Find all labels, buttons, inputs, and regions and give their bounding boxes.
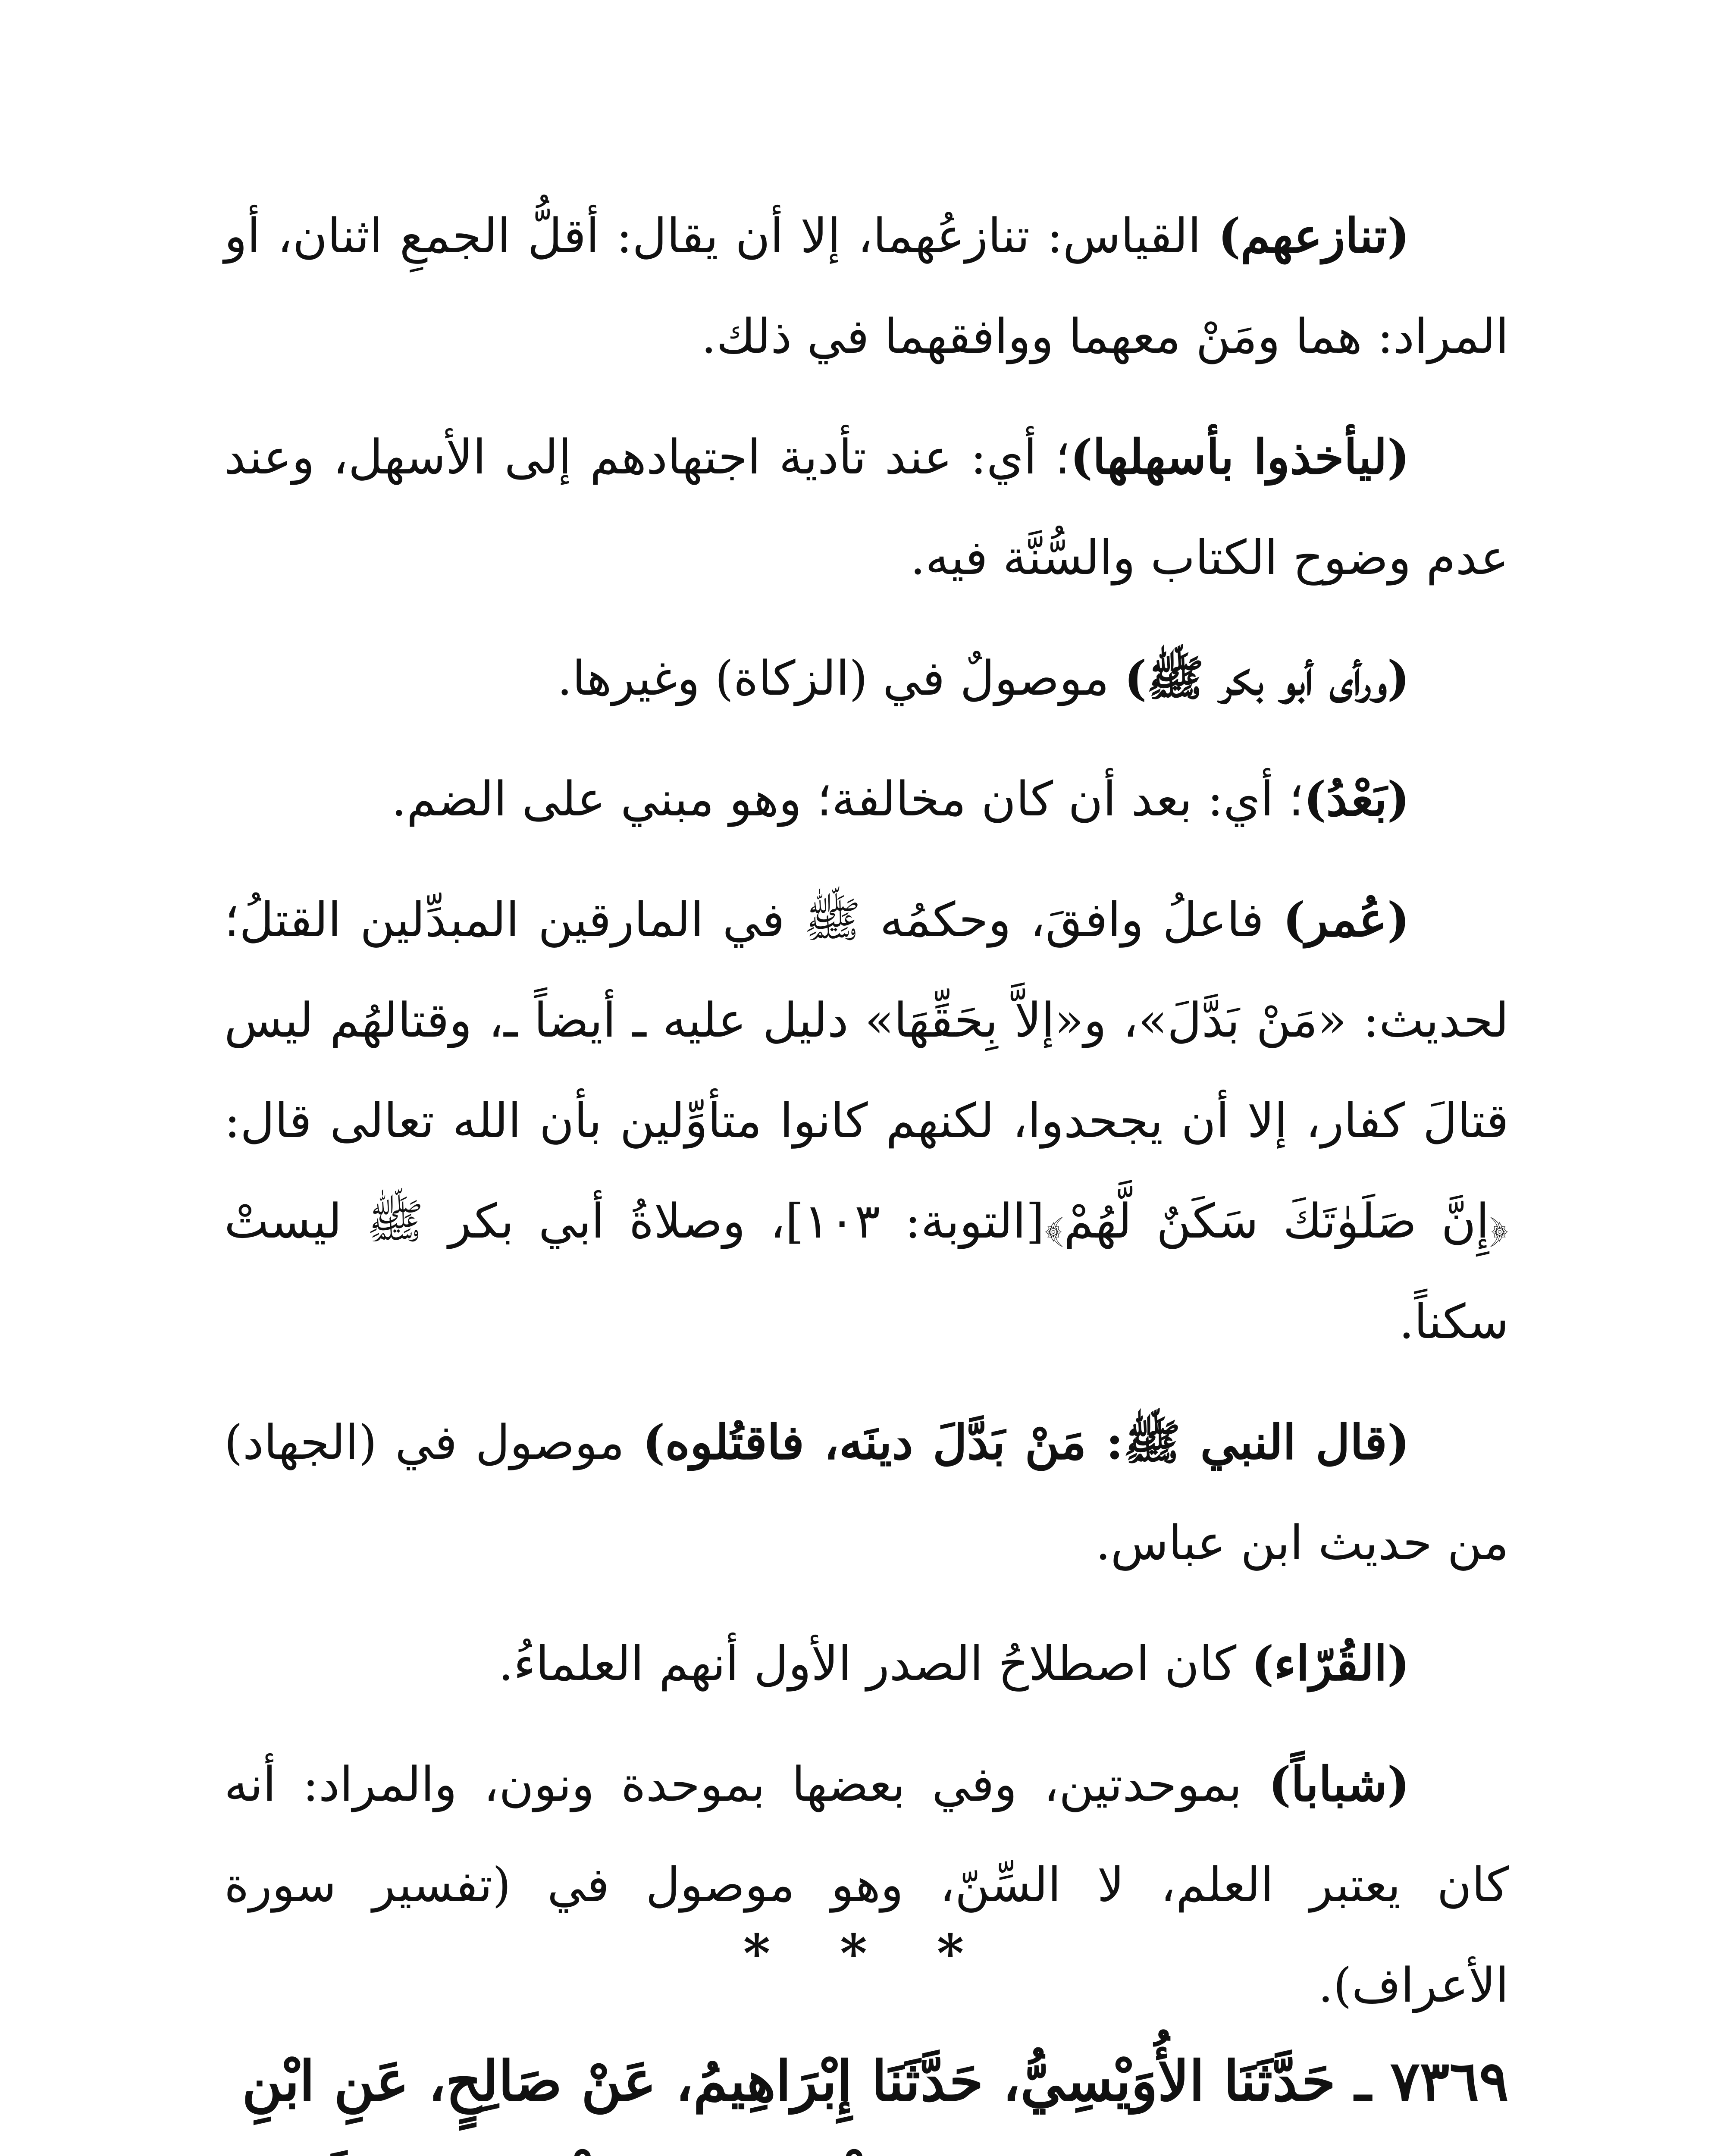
entry-text: كان اصطلاحُ الصدر الأول أنهم العلماءُ.: [498, 1636, 1252, 1691]
entry-term: (عُمر): [1282, 892, 1410, 947]
entry-text: القياس: تنازعُهما، إلا أن يقال: أقلُّ الجمعِ اثنان، أو المراد: هما ومَنْ معهما ووافقهما في ذلك.: [224, 208, 1509, 364]
entry-term: (شباباً): [1268, 1756, 1410, 1812]
commentary-text: [224, 185, 1509, 2056]
entry-text: بموحدتين، وفي بعضها بموحدة ونون، والمراد: أنه كان يعتبر العلم، لا السِّنّ، وهو موصول في (تفسير سورة الأعراف).: [224, 1757, 1509, 2013]
entry-term: (قال النبي ﷺ: مَنْ بَدَّلَ دينَه، فاقتُلوه): [642, 1414, 1410, 1470]
hadith-line: [224, 2137, 1509, 2156]
entry-term: (بَعْدُ): [1304, 771, 1410, 827]
entry-term: (تنازعهم): [1218, 208, 1410, 263]
entry-term: (ليأخذوا بأسهلها): [1070, 429, 1410, 485]
commentary-paragraph: [224, 407, 1509, 608]
commentary-paragraph: [224, 185, 1509, 387]
entry-text: ؛ أي: بعد أن كان مخالفة؛ وهو مبني على الضم.: [391, 771, 1304, 827]
commentary-paragraph: [224, 749, 1509, 849]
commentary-paragraph: [224, 1734, 1509, 2036]
commentary-paragraph: [224, 1613, 1509, 1714]
hadith-text: [224, 2027, 1509, 2156]
commentary-paragraph: [224, 869, 1509, 1372]
entry-term: (القُرّاء): [1251, 1636, 1410, 1691]
entry-text: فاعلُ وافقَ، وحكمُه ﷺ في المارقين المبدِّلين القتلُ؛ لحديث: «مَنْ بَدَّلَ»، و«إلاَّ بِحَقِّهَا» دليل عليه ـ أيضاً ـ، وقتالهُم ليس قتالَ كفار، إلا أن يجحدوا، لكنهم كانوا متأوِّلين بأن الله تعالى قال: ﴿إِنَّ صَلَوٰتَكَ سَكَنٌ لَّهُمْ﴾[التوبة: ١٠٣]، وصلاةُ أبي بكر ﷺ ليستْ سكناً.: [224, 892, 1509, 1349]
entry-text: موصولٌ في (الزكاة) وغيرها.: [557, 651, 1125, 706]
entry-text: ؛ أي: عند تأدية اجتهادهم إلى الأسهل، وعند عدم وضوح الكتاب والسُّنَّة فيه.: [224, 429, 1509, 585]
entry-term: (ورأى أبو بكر ﷺ): [1124, 650, 1410, 706]
commentary-paragraph: [224, 628, 1509, 729]
commentary-paragraph: [224, 1392, 1509, 1593]
hadith-line: ٧٣٦٩ ـ حَدَّثَنَا الأُوَيْسِيُّ، حَدَّثَنَا إِبْرَاهِيمُ، عَنْ صَالِحٍ، عَنِ ابْنِ: [242, 2049, 1509, 2114]
section-separator: * * *: [743, 1923, 990, 1984]
entry-text: موصول في (الجهاد) من حديث ابن عباس.: [224, 1415, 1509, 1570]
